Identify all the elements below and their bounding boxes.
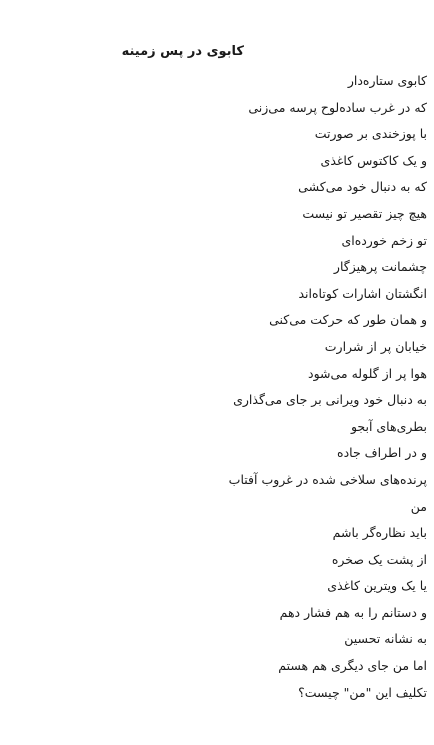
poem-line: از پشت یک صخره xyxy=(331,551,427,567)
poem-line: اما من جای دیگری هم هستم xyxy=(278,658,427,674)
poem-line: چشمانت پرهیزگار xyxy=(333,259,427,275)
poem-line: خیابان پر از شرارت xyxy=(324,338,427,354)
poem-line: و یک کاکتوس کاغذی xyxy=(320,152,427,168)
poem-line: هوا پر از گلوله می‌شود xyxy=(308,365,427,381)
poem-line: تو زخم خورده‌ای xyxy=(341,232,427,248)
poem-line: به دنبال خود ویرانی بر جای می‌گذاری xyxy=(233,392,427,408)
poem-line: پرنده‌های سلاخی شده در غروب آفتاب xyxy=(228,471,427,487)
poem-line: و دستانم را به هم فشار دهم xyxy=(279,604,427,620)
poem-line: به نشانه تحسین xyxy=(344,631,427,647)
poem-line: باید نظاره‌گر باشم xyxy=(332,525,427,541)
poem-line: تکلیف این "من" چیست؟ xyxy=(298,684,427,700)
poem-line: یا یک ویترین کاغذی xyxy=(327,578,427,594)
poem-line: و همان طور که حرکت می‌کنی xyxy=(269,312,427,328)
poem-line: کابوی ستاره‌دار xyxy=(347,73,427,88)
poem-title: کابوی در پس زمینه xyxy=(121,44,244,59)
poem-line: هیچ چیز تقصیر تو نیست xyxy=(302,205,427,221)
poem-line: که در غرب ساده‌لوح پرسه می‌زنی xyxy=(248,99,427,115)
poem-line: و در اطراف جاده xyxy=(337,445,427,461)
poem-line: بطری‌های آبجو xyxy=(350,418,427,434)
poem-line: انگشتان اشارات کوتاه‌اند xyxy=(298,285,427,301)
poem-line: که به دنبال خود می‌کشی xyxy=(298,179,427,195)
poem-line: من xyxy=(410,498,427,514)
poem-lines xyxy=(127,68,427,706)
poem-line: با پوزخندی بر صورتت xyxy=(314,126,427,142)
